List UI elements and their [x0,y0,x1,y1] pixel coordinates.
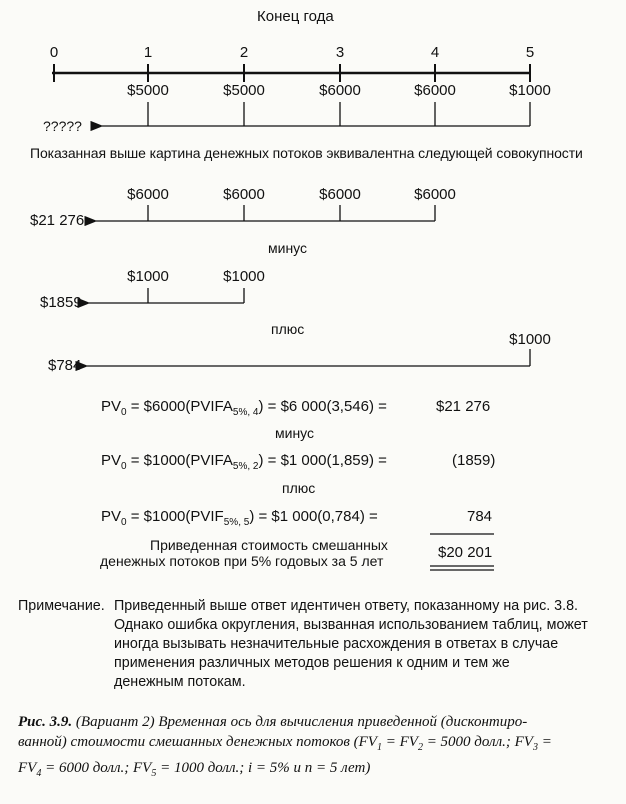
cash-flow-4: $6000 [414,82,456,99]
total-label-line1: Приведенная стоимость смешанных [150,537,388,553]
year-label-4: 4 [430,44,440,61]
plus-label: плюс [271,321,305,337]
annuity1-flow-2: $6000 [223,186,265,203]
note-line-5: денежным потокам. [114,674,246,690]
formula-1-result: $21 276 [436,398,491,415]
cash-flow-2: $5000 [223,82,265,99]
year-label-5: 5 [525,44,535,61]
figure-number: Рис. 3.9. [18,714,73,730]
cash-flow-5: $1000 [509,82,551,99]
year-label-2: 2 [239,44,249,61]
annuity1-flow-3: $6000 [319,186,361,203]
cash-flow-1: $5000 [127,82,169,99]
annuity2-flow-2: $1000 [223,268,265,285]
annuity1-pv: $21 276 [30,212,85,229]
formula-single-1000: $PV_0$ = $\$1000(PVIF_{5\%, 5})$ = $1 000(0,784) = [101,508,378,528]
figure-caption: Рис. 3.9. (Вариант 2) Временная ось для вычисления приведенной (дисконтиро- ванной) стоимости смешанных денежных потоков ($FV_1 = FV_2 = 5000$ долл.; $FV_3$ = $FV_4 = 6000$ долл.; $FV_5 = 1000$ долл.; i = 5% и n = 5 лет) [18,714,552,779]
note-label: Примечание. [18,598,105,614]
formula-annuity-6000: $PV_0$ = $\$6000(PVIFA_{5\%, 4})$ = $6 000(3,546) = [101,398,387,418]
year-label-3: 3 [335,44,345,61]
note-line-3: иногда вызывать незначительные расхождения в ответах в случае [114,636,559,652]
annuity2-flow-1: $1000 [127,268,169,285]
formula-2-result: (1859) [452,452,496,469]
single-pv: $784 [48,357,82,374]
timeline-title: Конец года [257,8,334,25]
single-flow: $1000 [509,331,551,348]
formula-plus-label: плюс [282,480,316,496]
year-label-0: 0 [49,44,59,61]
note-line-1: Приведенный выше ответ идентичен ответу, показанному на рис. 3.8. [114,598,579,614]
unknown-pv: ????? [43,118,82,134]
note-line-4: применения различных методов решения к одним и тем же [114,655,510,671]
formula-annuity-1000: $PV_0$ = $\$1000(PVIFA_{5\%, 2})$ = $1 000(1,859) = [101,452,387,472]
note-body [114,597,588,692]
equivalence-text: Показанная выше картина денежных потоков эквивалентна следующей совокупности [30,145,583,161]
formula-minus-label: минус [275,425,315,441]
formula-3-result: 784 [467,508,493,525]
annuity1-flow-4: $6000 [414,186,456,203]
minus-label: минус [268,240,308,256]
annuity1-flow-1: $6000 [127,186,169,203]
cash-flow-3: $6000 [319,82,361,99]
annuity2-pv: $1859 [40,294,82,311]
note-line-2: Однако ошибка округления, вызванная использованием таблиц, может [114,617,588,633]
total-result: $20 201 [438,544,493,561]
year-label-1: 1 [143,44,153,61]
total-label-line2: денежных потоков при 5% годовых за 5 лет [100,553,384,569]
